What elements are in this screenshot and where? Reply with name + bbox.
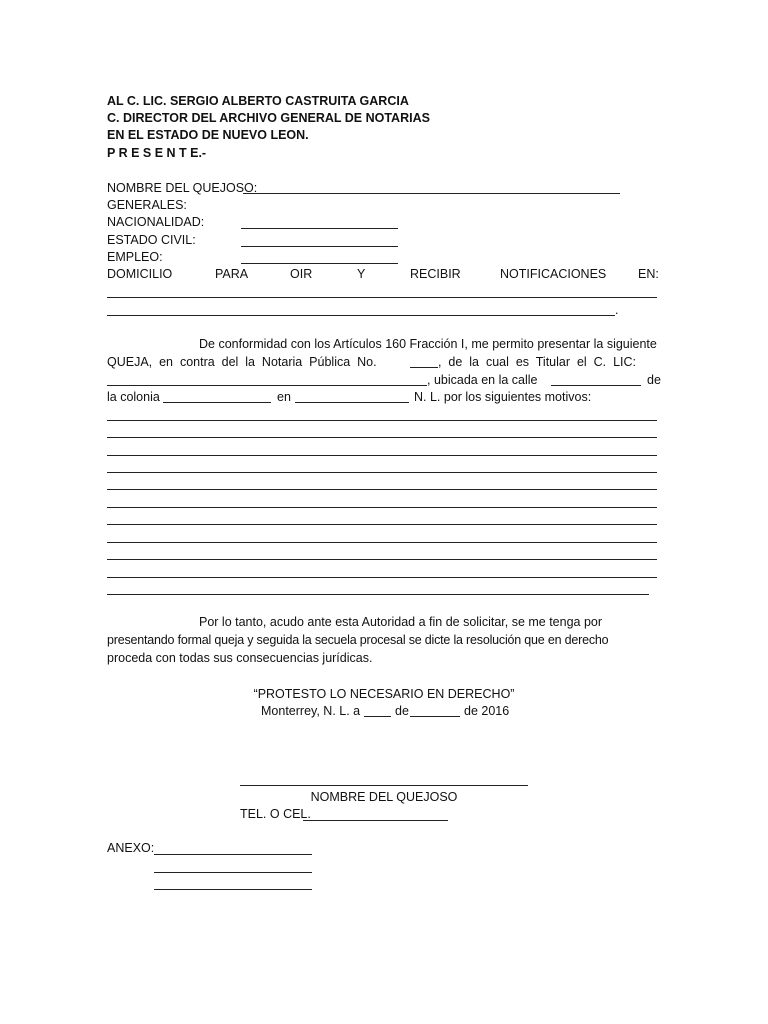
- motivos-blank-line[interactable]: [107, 577, 657, 578]
- addressee-line-1: AL C. LIC. SERGIO ALBERTO CASTRUITA GARCIA: [107, 94, 409, 108]
- date-month-blank[interactable]: [410, 716, 460, 717]
- solicitud-paragraph-line-2: presentando formal queja y seguida la secuela procesal se dicte la resolución que en derecho: [107, 633, 609, 647]
- motivos-blank-line[interactable]: [107, 524, 657, 525]
- motivos-blank-line[interactable]: [107, 437, 657, 438]
- queja-paragraph-line-3b: de: [647, 373, 661, 387]
- domicilio-blank-2[interactable]: [107, 315, 615, 316]
- date-day-blank[interactable]: [364, 716, 391, 717]
- queja-paragraph-line-2a: QUEJA, en contra del la Notaria Pública No.: [107, 355, 377, 369]
- colonia-blank[interactable]: [163, 402, 271, 403]
- nacionalidad-blank[interactable]: [241, 228, 398, 229]
- nombre-quejoso-label: NOMBRE DEL QUEJOSO:: [107, 181, 258, 195]
- domicilio-period: .: [615, 303, 619, 317]
- domicilio-word: DOMICILIO: [107, 267, 173, 281]
- motivos-blank-line[interactable]: [107, 472, 657, 473]
- domicilio-blank-1[interactable]: [107, 297, 657, 298]
- domicilio-word: Y: [357, 267, 366, 281]
- queja-paragraph-line-1: De conformidad con los Artículos 160 Fracción I, me permito presentar la siguiente: [199, 337, 657, 351]
- solicitud-paragraph-line-1: Por lo tanto, acudo ante esta Autoridad a fin de solicitar, se me tenga por: [199, 615, 603, 629]
- motivos-blank-line[interactable]: [107, 507, 657, 508]
- empleo-blank[interactable]: [241, 263, 398, 264]
- addressee-line-2: C. DIRECTOR DEL ARCHIVO GENERAL DE NOTARIAS: [107, 111, 430, 125]
- anexo-blank-line[interactable]: [154, 872, 312, 873]
- motivos-blank-line[interactable]: [107, 420, 657, 421]
- titular-name-blank[interactable]: [107, 385, 427, 386]
- protesto-line: “PROTESTO LO NECESARIO EN DERECHO”: [253, 687, 515, 701]
- motivos-blank-line[interactable]: [107, 542, 657, 543]
- nacionalidad-label: NACIONALIDAD:: [107, 215, 205, 229]
- solicitud-paragraph-line-3: proceda con todas sus consecuencias jurídicas.: [107, 651, 373, 665]
- empleo-label: EMPLEO:: [107, 250, 163, 264]
- domicilio-word: EN:: [638, 267, 659, 281]
- queja-paragraph-line-4b: en: [277, 390, 291, 404]
- queja-paragraph-line-2b: , de la cual es Titular el C. LIC:: [438, 355, 636, 369]
- date-line-year: de 2016: [464, 704, 510, 718]
- queja-paragraph-line-4a: la colonia: [107, 390, 160, 404]
- anexo-blank-line[interactable]: [154, 854, 312, 855]
- signature-name-label: NOMBRE DEL QUEJOSO: [310, 790, 458, 804]
- notaria-number-blank[interactable]: [410, 367, 438, 368]
- estado-civil-blank[interactable]: [241, 246, 398, 247]
- domicilio-word: RECIBIR: [410, 267, 461, 281]
- domicilio-word: PARA: [215, 267, 249, 281]
- motivos-blank-line[interactable]: [107, 594, 649, 595]
- signature-line[interactable]: [240, 785, 528, 786]
- motivos-blank-line[interactable]: [107, 559, 657, 560]
- municipio-blank[interactable]: [295, 402, 409, 403]
- motivos-blank-line[interactable]: [107, 489, 657, 490]
- generales-label: GENERALES:: [107, 198, 187, 212]
- domicilio-word: OIR: [290, 267, 313, 281]
- motivos-blank-line[interactable]: [107, 455, 657, 456]
- tel-blank[interactable]: [303, 820, 448, 821]
- anexo-label: ANEXO:: [107, 841, 155, 855]
- calle-blank[interactable]: [551, 385, 641, 386]
- queja-paragraph-line-3a: , ubicada en la calle: [427, 373, 538, 387]
- queja-paragraph-line-4c: N. L. por los siguientes motivos:: [414, 390, 592, 404]
- date-line-de: de: [395, 704, 409, 718]
- domicilio-word: NOTIFICACIONES: [500, 267, 607, 281]
- estado-civil-label: ESTADO CIVIL:: [107, 233, 196, 247]
- tel-label: TEL. O CEL.: [240, 807, 311, 821]
- presente-line: P R E S E N T E.-: [107, 146, 207, 160]
- addressee-line-3: EN EL ESTADO DE NUEVO LEON.: [107, 128, 309, 142]
- date-line-prefix: Monterrey, N. L. a: [261, 704, 361, 718]
- nombre-quejoso-blank[interactable]: [243, 193, 620, 194]
- anexo-blank-line[interactable]: [154, 889, 312, 890]
